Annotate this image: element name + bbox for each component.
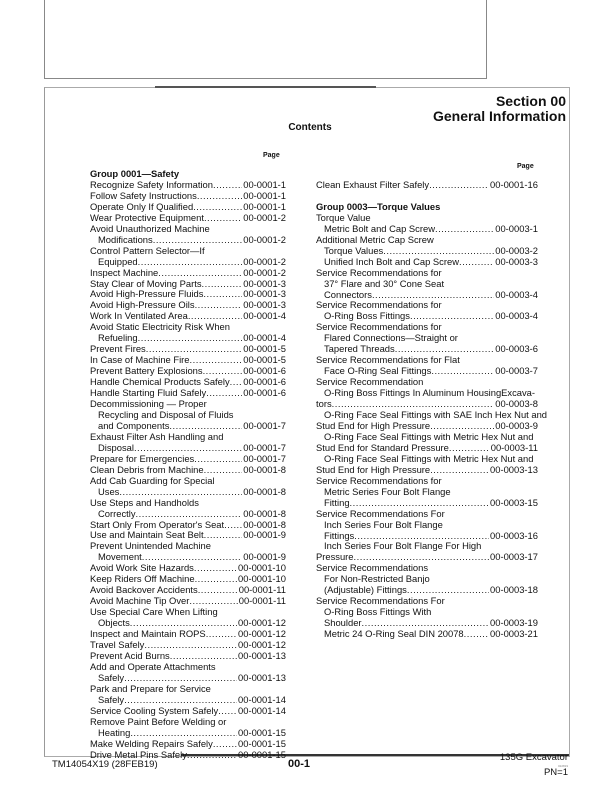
entry-title: Metric 24 O-Ring Seal DIN 20078 (324, 628, 464, 640)
entry-title: Safely (98, 671, 125, 683)
entry-page: 00-0001-15 (238, 748, 286, 760)
entry-title: Service Recommendations for Flat (316, 354, 460, 366)
toc-entry (90, 246, 286, 257)
entry-title: Service Recommendation (316, 376, 424, 388)
entry-page: 00-0003-11 (490, 441, 538, 453)
entry-page: 00-0003-17 (490, 551, 538, 563)
entry-title: O-Ring Face Seal Fittings with SAE Inch Hex Nut and (324, 409, 548, 421)
entry-page: 00-0001-3 (243, 288, 286, 300)
dot-leader (206, 629, 237, 640)
entry-page: 00-0001-2 (243, 266, 286, 278)
entry-title: Exhaust Filter Ash Handling and (90, 430, 224, 442)
entry-page: 00-0001-14 (238, 693, 286, 705)
dot-leader (195, 574, 237, 585)
entry-title: Safely (98, 693, 125, 705)
entry-title: Unified Inch Bolt and Cap Screw (324, 255, 459, 267)
entry-title: Use Steps and Handholds (90, 496, 199, 508)
toc-entry (316, 509, 538, 520)
entry-page: 00-0001-10 (238, 562, 286, 574)
pn-label: PN=1 (543, 767, 568, 778)
entry-page: 00-0001-15 (238, 726, 286, 738)
toc-entry[interactable] (90, 257, 286, 268)
entry-title: Prevent Unintended Machine (90, 540, 211, 552)
dot-leader (197, 191, 242, 202)
entry-title: Uses (98, 485, 120, 497)
entry-title: Inch Series Four Bolt Flange For High (324, 540, 482, 552)
entry-title: Stud End for High Pressure (316, 419, 431, 431)
entry-title: Clean Debris from Machine (90, 463, 204, 475)
dot-leader (213, 180, 242, 191)
entry-page: 00-0001-1 (243, 178, 286, 190)
dot-leader (130, 728, 237, 739)
entry-title: Keep Riders Off Machine (90, 573, 195, 585)
entry-title: Refueling (98, 332, 138, 344)
dot-leader (431, 366, 494, 377)
entry-title: Fittings (324, 529, 355, 541)
entry-title: Handle Starting Fluid Safely (90, 387, 207, 399)
entry-page: 00-0001-3 (243, 299, 286, 311)
entry-page: 00-0003-4 (495, 288, 538, 300)
entry-title: Decommissioning — Proper (90, 398, 207, 410)
toc-right-column (316, 179, 548, 640)
entry-page: 00-0001-4 (243, 332, 286, 344)
entry-title: O-Ring Face Seal Fittings with Metric Hex Nut and (324, 452, 534, 464)
entry-title: Work In Ventilated Area (90, 310, 188, 322)
right-page-label: Page (517, 163, 534, 170)
entry-title: Avoid Static Electricity Risk When (90, 321, 230, 333)
entry-page: 00-0001-8 (243, 485, 286, 497)
entry-page: 00-0003-1 (495, 222, 538, 234)
entry-title: O-Ring Boss Fittings (324, 310, 410, 322)
entry-title: O-Ring Face Seal Fittings with Metric Hex Nut and (324, 430, 534, 442)
page-number: 00-1 (288, 758, 311, 770)
dot-leader (464, 629, 489, 640)
entry-page: 00-0001-1 (243, 189, 286, 201)
entry-title: Prevent Fires (90, 343, 146, 355)
entry-title: Heating (98, 726, 131, 738)
entry-page: 00-0001-9 (243, 551, 286, 563)
entry-title: Avoid Work Site Hazards (90, 562, 194, 574)
entry-title: Avoid Machine Tip Over (90, 595, 190, 607)
entry-page: 00-0003-21 (490, 628, 538, 640)
entry-page: 00-0001-3 (243, 277, 286, 289)
entry-page: 00-0001-16 (490, 179, 538, 190)
entry-page: 00-0001-6 (243, 387, 286, 399)
entry-title: Fitting (324, 496, 350, 508)
entry-title: Park and Prepare for Service (90, 682, 211, 694)
entry-title: Flared Connections—Straight or (324, 332, 458, 344)
toc-entry (316, 279, 538, 290)
entry-title: Wear Protective Equipment (90, 211, 204, 223)
dot-leader (195, 300, 243, 311)
entry-title: In Case of Machine Fire (90, 354, 190, 366)
entry-page: 00-0001-14 (238, 704, 286, 716)
toc-entry[interactable] (90, 487, 286, 498)
entry-title: O-Ring Boss Fittings In Aluminum HousingExcava- (324, 387, 536, 399)
entry-page: 00-0001-6 (243, 376, 286, 388)
section-title: General Information (432, 108, 566, 124)
entry-page: 00-0003-19 (490, 617, 538, 629)
entry-page: 00-0001-8 (243, 518, 286, 530)
entry-title: Metric Series Four Bolt Flange (324, 485, 451, 497)
entry-title: Group 0001—Safety (90, 168, 180, 179)
toc-left-column (90, 169, 286, 760)
dot-leader (206, 388, 242, 399)
entry-title: Avoid Backover Accidents (90, 584, 198, 596)
entry-page: 00-0003-13 (490, 463, 538, 475)
toc-entry[interactable] (316, 180, 538, 191)
dot-leader (198, 585, 238, 596)
entry-page: 00-0003-2 (495, 244, 538, 256)
entry-page: 00-0001-13 (238, 671, 286, 683)
entry-page: 00-0003-4 (495, 310, 538, 322)
entry-title: Service Recommendations for (316, 321, 442, 333)
entry-title: Service Recommendations for (316, 299, 442, 311)
dot-leader (194, 563, 237, 574)
entry-title: O-Ring Boss Fittings With (324, 606, 432, 618)
top-rule (155, 86, 376, 88)
toc-entry[interactable] (90, 509, 286, 520)
entry-page: 00-0003-6 (495, 343, 538, 355)
entry-title: tors (316, 398, 332, 410)
entry-title: Service Cooling System Safely (90, 704, 219, 716)
entry-title: Prevent Acid Burns (90, 649, 170, 661)
dot-leader (136, 509, 243, 520)
entry-page: 00-0001-12 (238, 617, 286, 629)
entry-title: Service Recommendations for (316, 474, 442, 486)
toc-entry (90, 476, 286, 487)
dot-leader (202, 279, 243, 290)
entry-page: 00-0001-4 (243, 310, 286, 322)
model-name: 135G Excavator (499, 752, 568, 763)
entry-page: 00-0001-5 (243, 343, 286, 355)
section-heading (433, 94, 566, 124)
entry-page: 00-0003-7 (495, 365, 538, 377)
entry-page: 00-0003-15 (490, 496, 538, 508)
entry-title: Modifications (98, 233, 153, 245)
entry-title: Group 0003—Torque Values (316, 200, 441, 212)
entry-title: Equipped (98, 255, 138, 267)
entry-title: Add and Operate Attachments (90, 660, 216, 672)
entry-title: Additional Metric Cap Screw (316, 233, 434, 245)
toc-entry[interactable] (90, 728, 286, 739)
entry-page: 00-0001-1 (243, 200, 286, 212)
entry-title: Travel Safely (90, 638, 145, 650)
toc-entry[interactable] (90, 739, 286, 750)
toc-entry[interactable] (316, 257, 538, 268)
entry-page: 00-0001-12 (238, 628, 286, 640)
entry-title: Start Only From Operator's Seat (90, 518, 225, 530)
entry-title: 37° Flare and 30° Cone Seat (324, 277, 445, 289)
toc-entry[interactable] (90, 268, 286, 279)
entry-page: 00-0001-2 (243, 233, 286, 245)
entry-title: Use and Maintain Seat Belt (90, 529, 204, 541)
entry-title: Clean Exhaust Filter Safely (316, 179, 430, 190)
dot-leader (203, 289, 242, 300)
entry-title: Prepare for Emergencies (90, 452, 195, 464)
entry-page: 00-0001-7 (243, 452, 286, 464)
dot-leader (350, 498, 490, 509)
dot-leader (138, 333, 243, 344)
entry-title: Objects (98, 617, 130, 629)
entry-title: and Components (98, 419, 170, 431)
entry-title: Correctly (98, 507, 136, 519)
entry-title: Make Welding Repairs Safely (90, 737, 213, 749)
entry-title: Face O-Ring Seal Fittings (324, 365, 432, 377)
entry-page: 00-0001-13 (238, 649, 286, 661)
entry-title: Tapered Threads (324, 343, 395, 355)
entry-page: 00-0003-3 (495, 255, 538, 267)
entry-title: Disposal (98, 441, 134, 453)
entry-title: Add Cab Guarding for Special (90, 474, 215, 486)
entry-page: 00-0003-16 (490, 529, 538, 541)
entry-title: Recognize Safety Information (90, 178, 213, 190)
toc-entry (90, 498, 286, 509)
dot-leader (429, 180, 489, 191)
dot-leader (230, 377, 243, 388)
entry-title: Metric Bolt and Cap Screw (324, 222, 435, 234)
entry-page: 00-0001-12 (238, 638, 286, 650)
entry-title: Stud End for Standard Pressure (316, 441, 449, 453)
toc-entry (316, 268, 538, 279)
toc-entry (90, 717, 286, 728)
entry-page: 00-0003-9 (495, 419, 538, 431)
dot-leader (435, 224, 494, 235)
entry-title: Torque Values (324, 244, 384, 256)
entry-title: Inspect Machine (90, 266, 159, 278)
toc-entry (316, 520, 538, 531)
entry-page: 00-0001-7 (243, 441, 286, 453)
toc-entry[interactable] (316, 498, 538, 509)
dot-leader (218, 706, 237, 717)
entry-page: 00-0001-2 (243, 255, 286, 267)
entry-page: 00-0001-8 (243, 507, 286, 519)
entry-title: Stay Clear of Moving Parts (90, 277, 202, 289)
entry-page: 00-0003-18 (490, 584, 538, 596)
dot-leader (459, 257, 494, 268)
entry-title: Handle Chemical Products Safely (90, 376, 230, 388)
entry-page: 00-0003-8 (495, 398, 538, 410)
entry-title: Shoulder (324, 617, 362, 629)
left-page-label: Page (263, 152, 280, 159)
dot-leader (119, 487, 242, 498)
toc-entry[interactable] (316, 629, 538, 640)
entry-page: 00-0001-5 (243, 354, 286, 366)
contents-heading: Contents (288, 122, 332, 133)
entry-page: 00-0001-11 (238, 595, 286, 607)
dot-leader (224, 520, 242, 531)
entry-title: Service Recommendations For (316, 507, 445, 519)
entry-title: Inch Series Four Bolt Flange (324, 518, 443, 530)
entry-title: Use Special Care When Lifting (90, 606, 218, 618)
entry-page: 00-0001-7 (243, 419, 286, 431)
entry-title: Torque Value (316, 211, 371, 223)
entry-title: Service Recommendations (316, 562, 429, 574)
entry-page: 00-0001-11 (238, 584, 286, 596)
dot-leader (213, 739, 237, 750)
entry-page: 00-0001-6 (243, 365, 286, 377)
entry-title: (Adjustable) Fittings (324, 584, 407, 596)
doc-id: TM14054X19 (28FEB19) (52, 759, 158, 770)
entry-title: Movement (98, 551, 142, 563)
revision-code: 022819 (557, 764, 568, 768)
entry-title: Avoid Unauthorized Machine (90, 222, 210, 234)
entry-page: 00-0001-15 (238, 737, 286, 749)
toc-entry (316, 487, 538, 498)
dot-leader (187, 750, 237, 761)
entry-page: 00-0001-10 (238, 573, 286, 585)
section-number: Section 00 (495, 93, 566, 109)
dot-leader (158, 268, 242, 279)
entry-title: For Non-Restricted Banjo (324, 573, 430, 585)
entry-title: Avoid High-Pressure Oils (90, 299, 195, 311)
entry-title: Remove Paint Before Welding or (90, 715, 227, 727)
entry-title: Drive Metal Pins Safely (90, 748, 187, 760)
entry-title: Operate Only If Qualified (90, 200, 194, 212)
entry-title: Connectors (324, 288, 372, 300)
entry-page: 00-0001-8 (243, 463, 286, 475)
entry-title: Avoid High-Pressure Fluids (90, 288, 204, 300)
entry-page: 00-0001-2 (243, 211, 286, 223)
entry-title: Recycling and Disposal of Fluids (98, 408, 234, 420)
entry-title: Inspect and Maintain ROPS (90, 628, 206, 640)
entry-title: Prevent Battery Explosions (90, 365, 203, 377)
entry-title: Pressure (316, 551, 354, 563)
toc-entry[interactable] (90, 706, 286, 717)
entry-title: Stud End for High Pressure (316, 463, 431, 475)
entry-title: Service Recommendations For (316, 595, 445, 607)
dot-leader (138, 257, 243, 268)
entry-page: 00-0001-9 (243, 529, 286, 541)
header-frame (44, 0, 487, 79)
entry-title: Service Recommendations for (316, 266, 442, 278)
entry-title: Follow Safety Instructions (90, 189, 197, 201)
entry-title: Control Pattern Selector—If (90, 244, 205, 256)
